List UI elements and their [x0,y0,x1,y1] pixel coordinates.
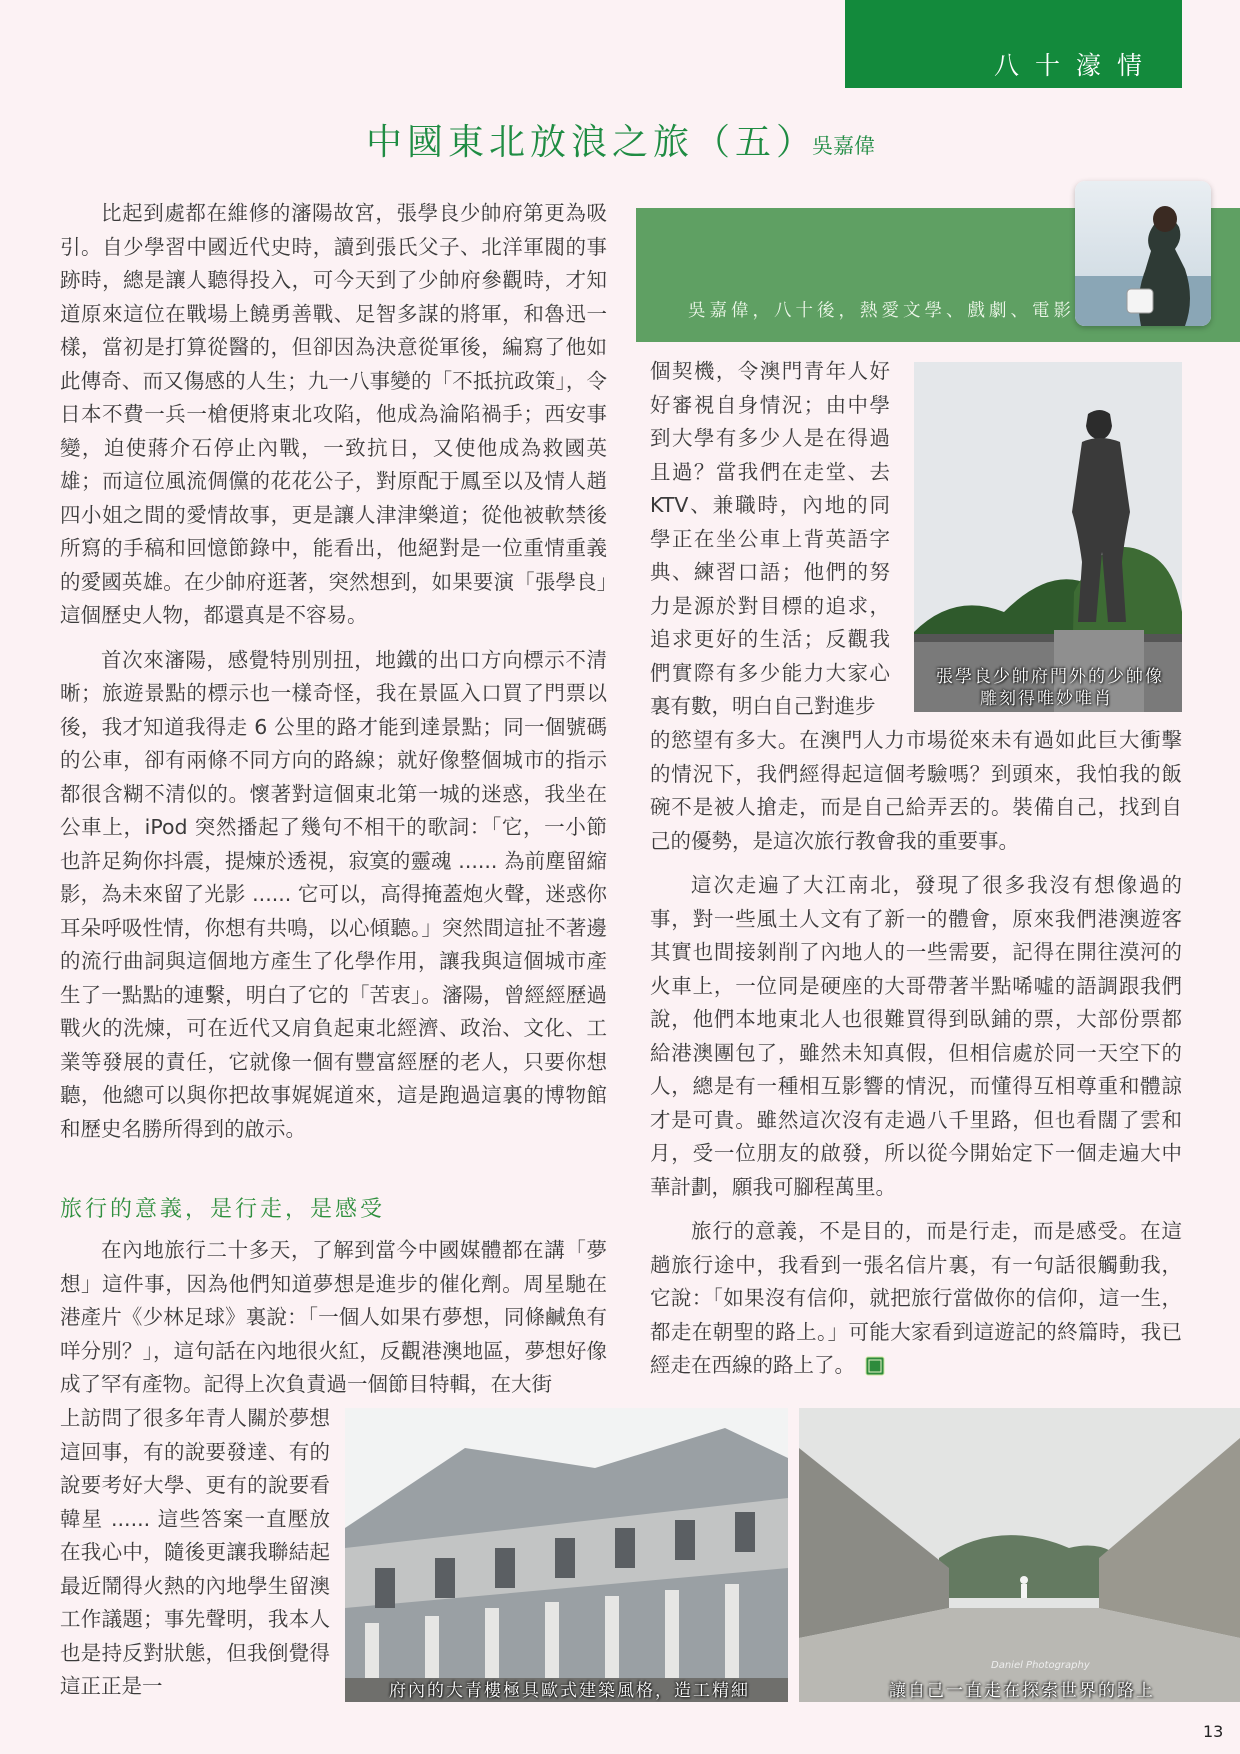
bio-text: 吳嘉偉，八十後，熱愛文學、戲劇、電影 [688,301,1075,321]
paragraph: 在內地旅行二十多天，了解到當今中國媒體都在講「夢想」這件事，因為他們知道夢想是進步的催化劑。周星馳在港產片《少林足球》裏說：「一個人如果冇夢想，同條鹹魚有咩分別？」，這句話在內地很火紅，反觀港澳地區，夢想好像成了罕有產物。記得上次負責過一個節目特輯，在大街 [60,1238,607,1396]
building-caption: 府內的大青樓極具歐式建築風格，造工精細 [389,1681,750,1701]
paragraph: 這次走遍了大江南北，發現了很多我沒有想像過的事，對一些風土人文有了新一的體會，原來我們港澳遊客其實也間接剝削了內地人的一些需要，記得在開往漠河的火車上，一位同是硬座的大哥帶著半點唏噓的語調跟我們說，他們本地東北人也很難買得到臥鋪的票，大部份票都給港澳團包了，雖然未知真假，但相信處於同一天空下的人，總是有一種相互影響的情況，而懂得互相尊重和體諒才是可貴。雖然這次沒有走過八千里路，但也看闊了雲和月，受一位朋友的啟發，所以從今開始定下一個走遍大中華計劃，願我可腳程萬里。 [650,873,1182,1199]
paragraph: 首次來瀋陽，感覺特別別扭，地鐵的出口方向標示不清晰；旅遊景點的標示也一樣奇怪，我在景區入口買了門票以後，我才知道我得走 6 公里的路才能到達景點；同一個號碼的公車，卻有兩條不同方向的路線；就好像整個城市的指示都很含糊不清似的。懷著對這個東北第一城的迷惑，我坐在公車上，iPod 突然播起了幾句不相干的歌詞：「它，一小節也許足夠你抖震，提煉於透視，寂寞的靈魂 ...... 為前塵留縮影，為未來留了光影 ...... 它可以，高得掩蓋炮火聲，迷惑你耳朵呼吸性情，你想有共鳴，以心傾聽。」突然間這扯不著邊的流行曲詞與這個地方產生了化學作用，讓我與這個城市產生了一點點的連繫，明白了它的「苦衷」。瀋陽，曾經經歷過戰火的洗煉，可在近代又肩負起東北經濟、政治、文化、工業等發展的責任，它就像一個有豐富經歷的老人，只要你想聽，他總可以與你把故事娓娓道來，這是跑過這裏的博物館和歷史名勝所得到的啟示。 [60,647,607,1141]
end-mark-icon [865,1356,885,1376]
section-label: 八十濠情 [993,51,1158,80]
paragraph-text: 旅行的意義，不是目的，而是行走，而是感受。在這趟旅行途中，我看到一張名信片裏，有一句話很觸動我，它說：「如果沒有信仰，就把旅行當做你的信仰，這一生，都走在朝聖的路上。」可能大家看到這遊記的終篇時，我已經走在西線的路上了。 [650,1219,1182,1377]
left-column-p3-narrow [60,1402,330,1715]
paragraph: 的慾望有多大。在澳門人力市場從來未有過如此巨大衝擊的情況下，我們經得起這個考驗嗎？到頭來，我怕我的飯碗不是被人搶走，而是自己給弄丟的。裝備自己，找到自己的優勢，是這次旅行教會我的重要事。 [650,728,1182,853]
paragraph: 比起到處都在維修的瀋陽故宮，張學良少帥府第更為吸引。自少學習中國近代史時，讀到張氏父子、北洋軍閥的事跡時，總是讓人聽得投入，可今天到了少帥府參觀時，才知道原來這位在戰場上饒勇善戰、足智多謀的將軍，和魯迅一樣，當初是打算從醫的，但卻因為決意從軍後，編寫了他如此傳奇、而又傷感的人生；九一八事變的「不抵抗政策」，令日本不費一兵一槍便將東北攻陷，他成為淪陷禍手；西安事變，迫使蔣介石停止內戰，一致抗日，又使他成為救國英雄；而這位風流倜儻的花花公子，對原配于鳳至以及情人趙四小姐之間的愛情故事，更是讓人津津樂道；從他被軟禁後所寫的手稿和回憶節錄中，能看出，他絕對是一位重情重義的愛國英雄。在少帥府逛著，突然想到，如果要演「張學良」這個歷史人物，都還真是不容易。 [60,201,607,627]
section-tab [845,0,1182,88]
statue-photo-image [914,362,1182,712]
article-author: 吳嘉偉 [812,134,875,158]
author-photo [1075,181,1211,326]
building-photo-image [345,1408,788,1702]
great-wall-photo [799,1408,1240,1702]
statue-caption-line2: 雕刻得唯妙唯肖 [980,689,1113,709]
building-photo [345,1408,788,1702]
section-subheading: 旅行的意義，是行走，是感受 [60,1197,386,1222]
wall-caption: 讓自己一直走在探索世界的路上 [889,1681,1155,1701]
paragraph [650,1215,1182,1383]
statue-photo [914,362,1182,712]
statue-caption-line1: 張學良少帥府門外的少帥像 [936,667,1164,687]
left-column-body [60,197,607,1157]
great-wall-photo-image [799,1408,1240,1702]
page-number: 13 [1203,1722,1224,1741]
article-title: 中國東北放浪之旅（五） [366,122,818,163]
author-photo-image [1075,181,1211,326]
paragraph: 個契機，令澳門青年人好好審視自身情況；由中學到大學有多少人是在得過且過？當我們在走堂、去KTV、兼職時，內地的同學正在坐公車上背英語字典、練習口語；他們的努力是源於對目標的追求，追求更好的生活；反觀我們實際有多少能力大家心裏有數，明白自己對進步 [650,359,890,718]
right-column-narrow [650,355,890,735]
paragraph: 上訪問了很多年青人關於夢想這回事，有的說要發達、有的說要考好大學、更有的說要看韓星 ...... 這些答案一直壓放在我心中，隨後更讓我聯結起最近鬧得火熱的內地學生留澳工作議題；事先聲明，我本人也是持反對狀態，但我倒覺得這正正是一 [60,1406,330,1698]
wall-watermark: Daniel Photography [991,1660,1090,1671]
right-column-body [650,724,1182,1394]
left-column-p3 [60,1234,607,1413]
